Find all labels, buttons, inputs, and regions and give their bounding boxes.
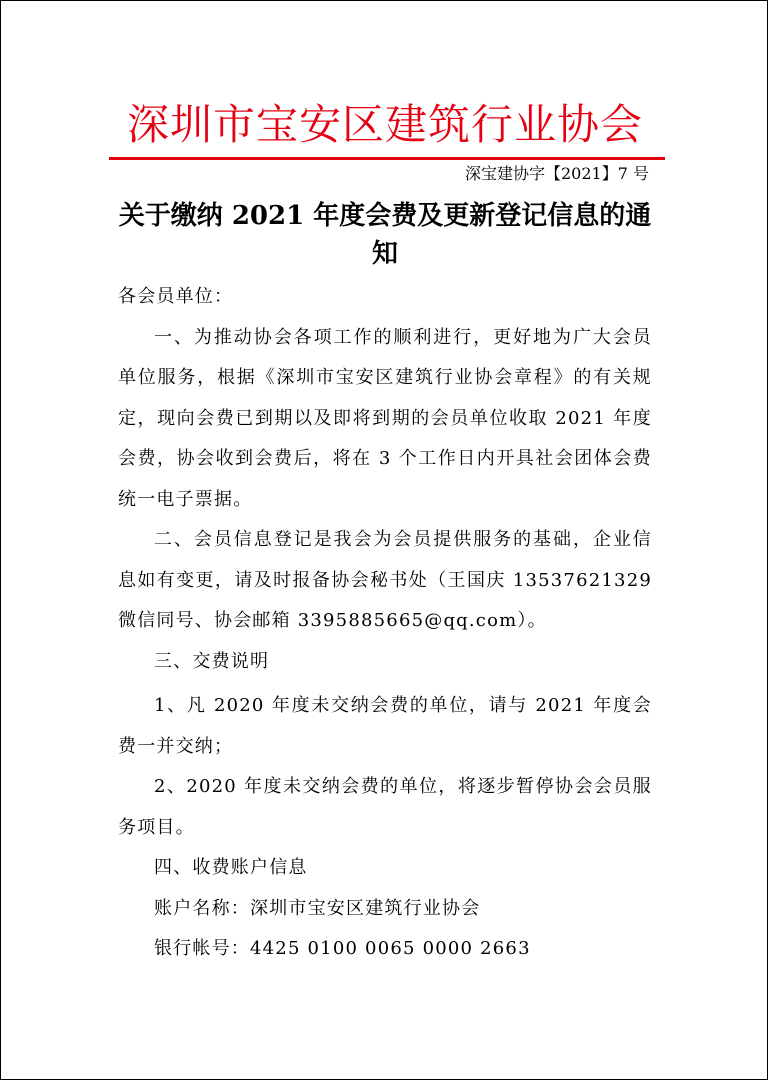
section-3-heading: 三、交费说明 xyxy=(154,650,270,672)
section-4-heading: 四、收费账户信息 xyxy=(154,857,308,878)
account-number: 银行帐号：4425 0100 0065 0000 2663 xyxy=(154,938,531,959)
paragraph-2: 二、会员信息登记是我会为会员提供服务的基础，企业信息如有变更，请及时报备协会秘书处（王国庆 13537621329 微信同号、协会邮箱 3395885665@qq.com）。 xyxy=(118,529,652,631)
item-1: 1、凡 2020 年度未交纳会费的单位，请与 2021 年度会费一并交纳； xyxy=(118,695,652,757)
red-divider-line xyxy=(109,157,665,160)
paragraph-1: 一、为推动协会各项工作的顺利进行，更好地为广大会员单位服务，根据《深圳市宝安区建筑行业协会章程》的有关规定，现向会费已到期以及即将到期的会员单位收取 2021 年度会费，协会收到会费后，将在 3 个工作日内开具社会团体会费统一电子票据。 xyxy=(118,326,652,510)
notice-body xyxy=(118,277,652,970)
item-2: 2、2020 年度未交纳会费的单位，将逐步暂停协会会员服务项目。 xyxy=(118,776,652,838)
notice-title: 关于缴纳 2021 年度会费及更新登记信息的通知 xyxy=(118,201,652,269)
document-number: 深宝建协字【2021】7 号 xyxy=(465,164,649,183)
org-letterhead: 深圳市宝安区建筑行业协会 xyxy=(126,100,643,149)
account-name: 账户名称：深圳市宝安区建筑行业协会 xyxy=(154,897,481,919)
salutation: 各会员单位： xyxy=(118,286,234,307)
